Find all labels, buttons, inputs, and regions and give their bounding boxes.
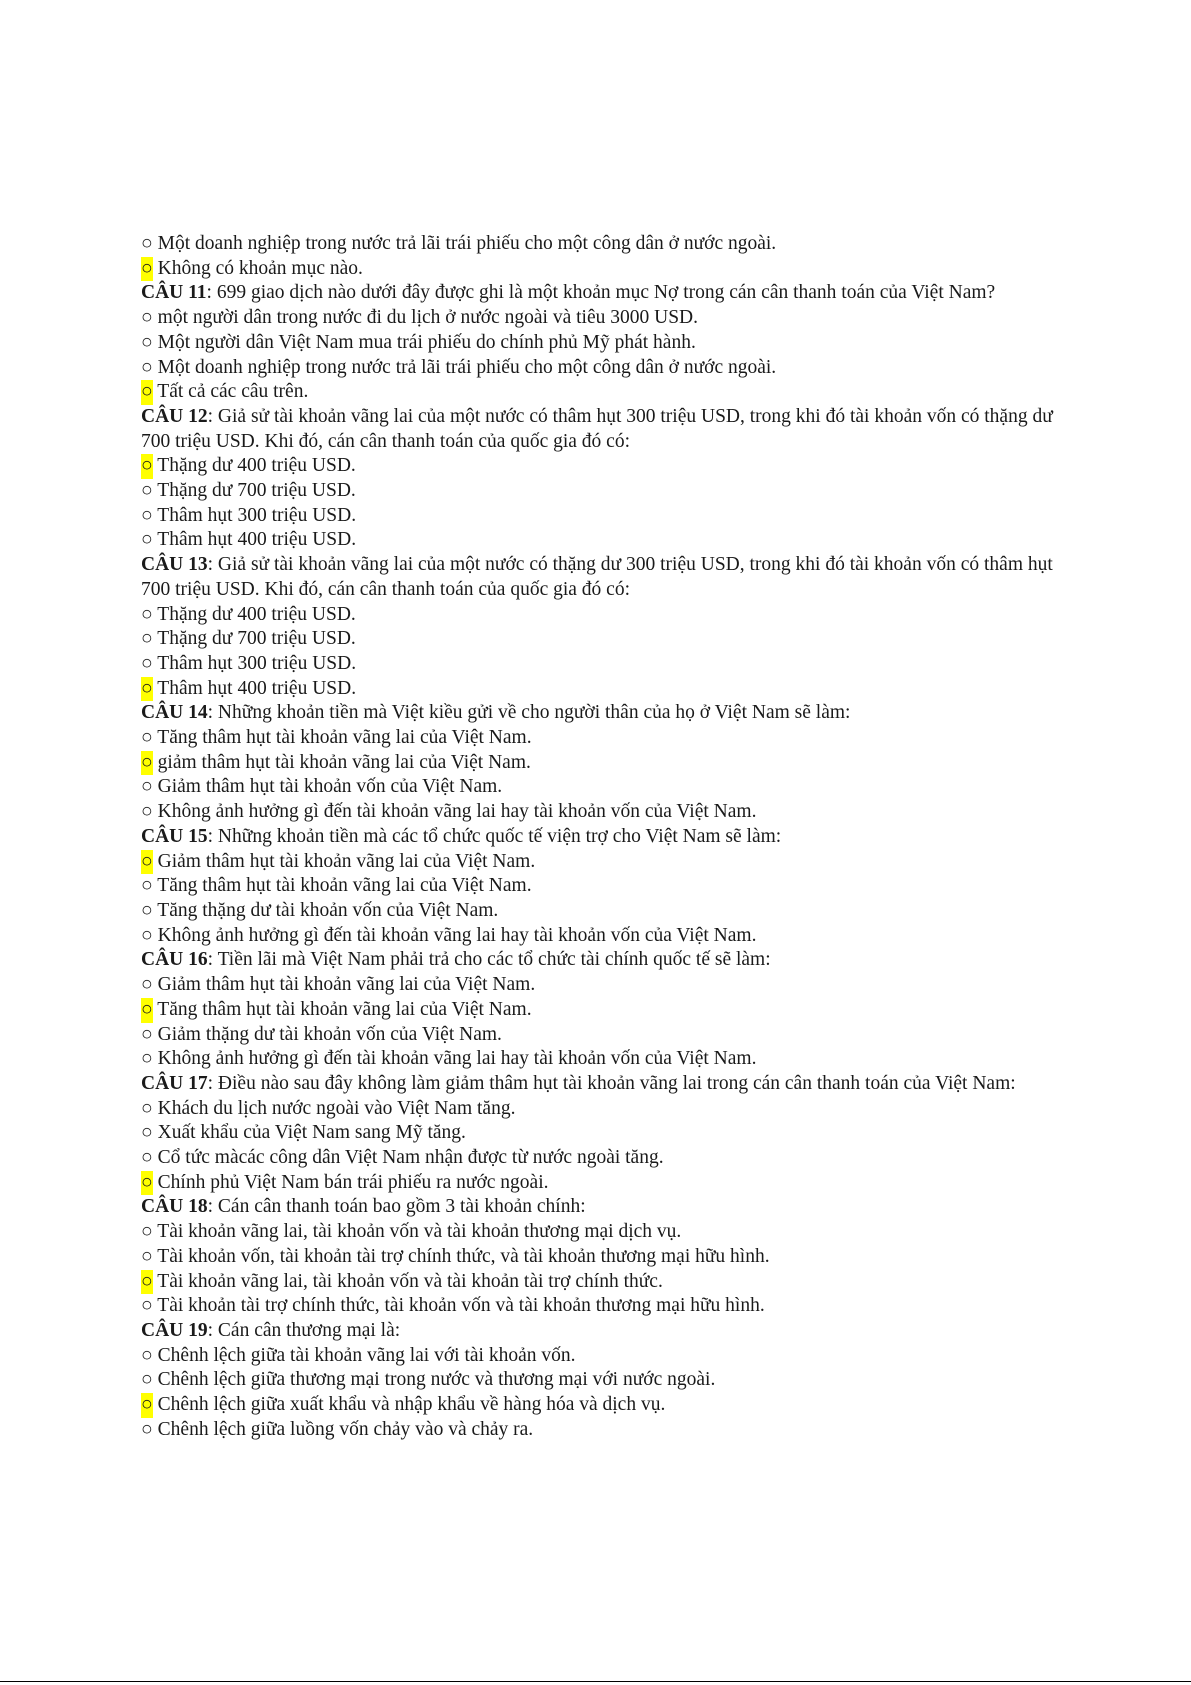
answer-option (141, 1344, 1071, 1369)
question-line (141, 1195, 1071, 1220)
option-text: Thặng dư 700 triệu USD. (152, 480, 356, 502)
answer-option (141, 1146, 1071, 1171)
question-line (141, 701, 1071, 726)
option-text: Tài khoản vốn, tài khoản tài trợ chính thức, và tài khoản thương mại hữu hình. (152, 1245, 770, 1267)
option-text: Tài khoản vãng lai, tài khoản vốn và tài khoản thương mại dịch vụ. (152, 1221, 682, 1243)
option-text: Thâm hụt 300 triệu USD. (152, 652, 357, 674)
option-text: Một người dân Việt Nam mua trái phiếu do chính phủ Mỹ phát hành. (152, 331, 696, 353)
option-text: Tăng thặng dư tài khoản vốn của Việt Nam. (152, 899, 499, 921)
option-text: Cổ tức màcác công dân Việt Nam nhận được từ nước ngoài tăng. (152, 1147, 664, 1169)
option-text: Chênh lệch giữa tài khoản vãng lai với tài khoản vốn. (152, 1344, 576, 1366)
circle-bullet-icon: ○ (141, 776, 153, 798)
highlighted-circle-bullet-icon: ○ (141, 454, 153, 479)
circle-bullet-icon: ○ (141, 307, 153, 329)
answer-option (141, 331, 1071, 356)
option-text: Không ảnh hưởng gì đến tài khoản vãng lai hay tài khoản vốn của Việt Nam. (152, 924, 757, 946)
question-text: : Những khoản tiền mà các tổ chức quốc tế viện trợ cho Việt Nam sẽ làm: (207, 825, 782, 847)
circle-bullet-icon: ○ (141, 801, 153, 823)
option-text: giảm thâm hụt tài khoản vãng lai của Việt Nam. (152, 751, 531, 773)
answer-option (141, 306, 1071, 331)
option-text: Tăng thâm hụt tài khoản vãng lai của Việt Nam. (152, 998, 532, 1020)
answer-option (141, 1294, 1071, 1319)
answer-option (141, 800, 1071, 825)
answer-option (141, 1368, 1071, 1393)
option-text: Thặng dư 400 triệu USD. (152, 455, 356, 477)
option-text: Giảm thâm hụt tài khoản vãng lai của Việt Nam. (152, 974, 536, 996)
circle-bullet-icon: ○ (141, 652, 153, 674)
question-label: CÂU 12 (141, 405, 208, 427)
circle-bullet-icon: ○ (141, 924, 153, 946)
circle-bullet-icon: ○ (141, 1122, 153, 1144)
circle-bullet-icon: ○ (141, 628, 153, 650)
answer-option (141, 924, 1071, 949)
circle-bullet-icon: ○ (141, 356, 153, 378)
highlighted-circle-bullet-icon: ○ (141, 998, 153, 1023)
question-text: : Điều nào sau đây không làm giảm thâm hụt tài khoản vãng lai trong cán cân thanh toán của Việt Nam: (207, 1072, 1016, 1094)
option-text: Giảm thặng dư tài khoản vốn của Việt Nam. (152, 1023, 502, 1045)
option-text: Giảm thâm hụt tài khoản vốn của Việt Nam. (152, 776, 503, 798)
circle-bullet-icon: ○ (141, 899, 153, 921)
circle-bullet-icon: ○ (141, 875, 153, 897)
option-text: Một doanh nghiệp trong nước trả lãi trái phiếu cho một công dân ở nước ngoài. (152, 233, 777, 254)
answer-option (141, 899, 1071, 924)
circle-bullet-icon: ○ (141, 727, 153, 749)
answer-option-selected (141, 850, 1071, 875)
answer-option-selected (141, 677, 1071, 702)
question-text: : Giả sử tài khoản vãng lai của một nước có thâm hụt 300 triệu USD, trong khi đó tài khoản vốn có thặng dư 700 triệu USD. Khi đó, cán cân thanh toán của quốc gia đó có: (141, 405, 1053, 452)
option-text: Một doanh nghiệp trong nước trả lãi trái phiếu cho một công dân ở nước ngoài. (152, 356, 777, 378)
circle-bullet-icon: ○ (141, 331, 153, 353)
answer-option (141, 1418, 1071, 1443)
question-label: CÂU 15 (141, 825, 208, 847)
circle-bullet-icon: ○ (141, 480, 153, 502)
answer-option (141, 874, 1071, 899)
answer-option (141, 1121, 1071, 1146)
question-text: : Giả sử tài khoản vãng lai của một nước có thặng dư 300 triệu USD, trong khi đó tài khoản vốn có thâm hụt 700 triệu USD. Khi đó, cán cân thanh toán của quốc gia đó có: (141, 554, 1053, 600)
option-text: Tăng thâm hụt tài khoản vãng lai của Việt Nam. (152, 875, 532, 897)
option-text: Thâm hụt 300 triệu USD. (152, 504, 357, 526)
question-text: : Những khoản tiền mà Việt kiều gửi về cho người thân của họ ở Việt Nam sẽ làm: (207, 702, 851, 724)
answer-option (141, 603, 1071, 628)
answer-option (141, 775, 1071, 800)
highlighted-circle-bullet-icon: ○ (141, 751, 153, 776)
option-text: Thâm hụt 400 triệu USD. (152, 529, 357, 551)
answer-option-selected (141, 257, 1071, 282)
question-line (141, 281, 1071, 306)
option-text: Thặng dư 700 triệu USD. (152, 628, 356, 650)
option-text: Chính phủ Việt Nam bán trái phiếu ra nước ngoài. (152, 1171, 549, 1193)
circle-bullet-icon: ○ (141, 1344, 153, 1366)
circle-bullet-icon: ○ (141, 603, 153, 625)
option-text: Tất cả các câu trên. (152, 381, 309, 403)
circle-bullet-icon: ○ (141, 1048, 153, 1070)
question-line (141, 825, 1071, 850)
answer-option (141, 973, 1071, 998)
option-text: Chênh lệch giữa xuất khẩu và nhập khẩu về hàng hóa và dịch vụ. (152, 1394, 666, 1416)
question-label: CÂU 19 (141, 1319, 208, 1341)
question-label: CÂU 16 (141, 949, 208, 971)
document-body (141, 232, 1071, 1442)
question-line (141, 1319, 1071, 1344)
answer-option-selected (141, 1393, 1071, 1418)
option-text: Giảm thâm hụt tài khoản vãng lai của Việt Nam. (152, 850, 536, 872)
question-label: CÂU 11 (141, 282, 207, 304)
highlighted-circle-bullet-icon: ○ (141, 677, 153, 702)
answer-option (141, 627, 1071, 652)
question-line (141, 405, 1071, 454)
answer-option-selected (141, 1270, 1071, 1295)
option-text: Chênh lệch giữa thương mại trong nước và thương mại với nước ngoài. (152, 1369, 716, 1391)
option-text: Không ảnh hưởng gì đến tài khoản vãng lai hay tài khoản vốn của Việt Nam. (152, 801, 757, 823)
circle-bullet-icon: ○ (141, 529, 153, 551)
circle-bullet-icon: ○ (141, 1147, 153, 1169)
highlighted-circle-bullet-icon: ○ (141, 380, 153, 405)
question-line (141, 553, 1071, 602)
circle-bullet-icon: ○ (141, 504, 153, 526)
question-text: : Cán cân thương mại là: (207, 1319, 401, 1341)
answer-option (141, 726, 1071, 751)
option-text: Xuất khẩu của Việt Nam sang Mỹ tăng. (152, 1122, 466, 1144)
highlighted-circle-bullet-icon: ○ (141, 850, 153, 875)
option-text: Tài khoản vãng lai, tài khoản vốn và tài khoản tài trợ chính thức. (152, 1270, 663, 1292)
circle-bullet-icon: ○ (141, 974, 153, 996)
answer-option (141, 528, 1071, 553)
circle-bullet-icon: ○ (141, 1295, 153, 1317)
question-label: CÂU 13 (141, 554, 208, 576)
circle-bullet-icon: ○ (141, 1097, 153, 1119)
circle-bullet-icon: ○ (141, 1221, 153, 1243)
question-label: CÂU 14 (141, 702, 208, 724)
answer-option (141, 1023, 1071, 1048)
option-text: Chênh lệch giữa luồng vốn chảy vào và chảy ra. (152, 1418, 534, 1440)
option-text: Khách du lịch nước ngoài vào Việt Nam tăng. (152, 1097, 516, 1119)
answer-option-selected (141, 751, 1071, 776)
option-text: Tăng thâm hụt tài khoản vãng lai của Việt Nam. (152, 727, 532, 749)
question-text: : Tiền lãi mà Việt Nam phải trả cho các tổ chức tài chính quốc tế sẽ làm: (207, 949, 771, 971)
answer-option (141, 1245, 1071, 1270)
highlighted-circle-bullet-icon: ○ (141, 257, 153, 282)
answer-option-selected (141, 1171, 1071, 1196)
highlighted-circle-bullet-icon: ○ (141, 1270, 153, 1295)
question-line (141, 1072, 1071, 1097)
answer-option (141, 232, 1071, 257)
answer-option-selected (141, 998, 1071, 1023)
answer-option (141, 1097, 1071, 1122)
question-label: CÂU 18 (141, 1196, 208, 1218)
answer-option (141, 652, 1071, 677)
answer-option (141, 504, 1071, 529)
highlighted-circle-bullet-icon: ○ (141, 1393, 153, 1418)
highlighted-circle-bullet-icon: ○ (141, 1171, 153, 1196)
option-text: Không có khoản mục nào. (152, 257, 363, 279)
question-line (141, 948, 1071, 973)
option-text: Tài khoản tài trợ chính thức, tài khoản vốn và tài khoản thương mại hữu hình. (152, 1295, 765, 1317)
circle-bullet-icon: ○ (141, 1418, 153, 1440)
option-text: Thặng dư 400 triệu USD. (152, 603, 356, 625)
answer-option-selected (141, 380, 1071, 405)
answer-option-selected (141, 454, 1071, 479)
circle-bullet-icon: ○ (141, 1369, 153, 1391)
circle-bullet-icon: ○ (141, 233, 153, 254)
answer-option (141, 479, 1071, 504)
circle-bullet-icon: ○ (141, 1023, 153, 1045)
option-text: một người dân trong nước đi du lịch ở nước ngoài và tiêu 3000 USD. (152, 307, 699, 329)
option-text: Không ảnh hưởng gì đến tài khoản vãng lai hay tài khoản vốn của Việt Nam. (152, 1048, 757, 1070)
circle-bullet-icon: ○ (141, 1245, 153, 1267)
answer-option (141, 1047, 1071, 1072)
answer-option (141, 356, 1071, 381)
question-text: : 699 giao dịch nào dưới đây được ghi là một khoản mục Nợ trong cán cân thanh toán của Việt Nam? (206, 282, 996, 304)
page-bottom-rule (0, 1681, 1191, 1682)
question-text: : Cán cân thanh toán bao gồm 3 tài khoản chính: (207, 1196, 586, 1218)
answer-option (141, 1220, 1071, 1245)
question-label: CÂU 17 (141, 1072, 208, 1094)
option-text: Thâm hụt 400 triệu USD. (152, 677, 357, 699)
